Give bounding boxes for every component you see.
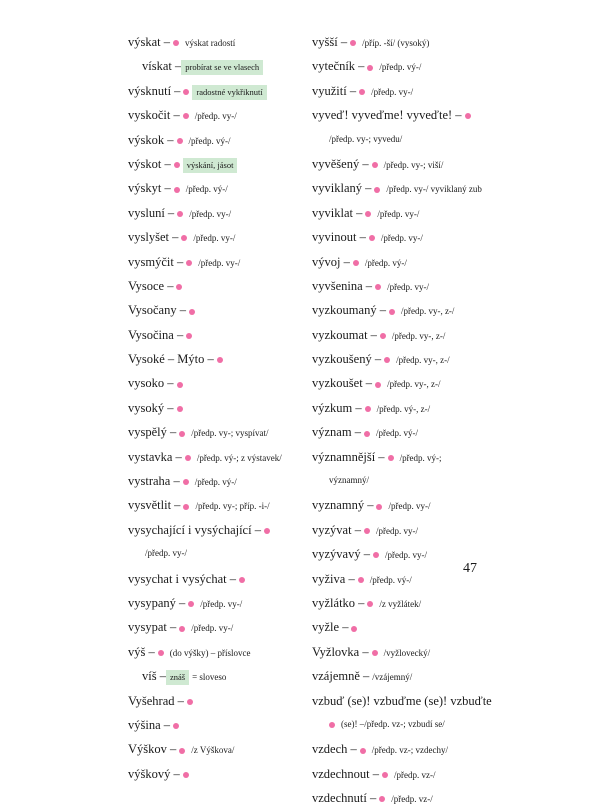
entry-note: /příp. -ší/ (vysoký) [362, 38, 430, 48]
entry-note: /předp. vy-; viší/ [383, 159, 444, 170]
pink-dot-marker [364, 431, 370, 437]
dictionary-entry [128, 30, 308, 54]
pink-dot-marker [239, 577, 245, 583]
entry-word: výskat – [128, 35, 171, 49]
pink-dot-marker [188, 601, 194, 607]
dictionary-entry [128, 762, 308, 786]
entry-note: /předp. vy-/ [193, 233, 236, 244]
entry-word: vyzývavý – [312, 547, 370, 562]
pink-dot-marker [364, 528, 370, 534]
dictionary-entry [128, 250, 308, 274]
pink-dot-marker [158, 650, 164, 656]
entry-word: Vysoké – Mýto – [128, 352, 214, 367]
entry-note: /předp. vy-, z-/ [396, 355, 450, 366]
meaning-highlight: výskání, jásot [183, 158, 238, 173]
pink-dot-marker [177, 382, 183, 388]
pink-dot-marker [181, 235, 187, 241]
entry-word: výšina – [128, 717, 171, 732]
entry-word: výzkum – [312, 400, 362, 415]
entry-note: = sloveso [192, 672, 227, 683]
pink-dot-marker [177, 406, 183, 412]
pink-dot-marker [186, 260, 192, 266]
dictionary-entry [312, 664, 542, 688]
pink-dot-marker [177, 211, 183, 217]
dictionary-entry [312, 225, 542, 249]
entry-word: významnější – [312, 449, 385, 464]
entry-note: /předp. vy-/ [200, 598, 243, 609]
pink-dot-marker [217, 357, 223, 363]
pink-dot-marker [179, 431, 185, 437]
entry-note: /z vyžlátek/ [379, 598, 422, 609]
pink-dot-marker [176, 284, 182, 290]
dictionary-entry [312, 152, 542, 176]
pink-dot-marker [367, 601, 373, 607]
dictionary-entry [312, 615, 542, 639]
dictionary-entry [128, 469, 308, 493]
dictionary-entry [128, 615, 308, 639]
entry-note: významný/ [329, 475, 369, 486]
dictionary-entry [128, 225, 308, 249]
entry-word: vyživa – [312, 571, 355, 586]
pink-dot-marker [465, 113, 471, 119]
entry-word: vystraha – [128, 474, 180, 489]
dictionary-entry [128, 323, 308, 347]
dictionary-entry [128, 713, 308, 737]
entry-note: /předp. vy-/ [198, 257, 241, 268]
pink-dot-marker [379, 796, 385, 802]
entry-word: vyšší – [312, 35, 348, 49]
entry-note: /předp. vy-/ [380, 233, 423, 244]
dictionary-entry [128, 640, 308, 664]
dictionary-entry [312, 591, 542, 615]
entry-note: /předp. vý-, z-/ [376, 403, 431, 414]
entry-note: /předp. vý-; z výstavek/ [196, 452, 282, 463]
dictionary-entry [312, 128, 542, 152]
pink-dot-marker [380, 333, 386, 339]
dictionary-entry [312, 713, 542, 737]
entry-note: /předp. vy-; vyvedu/ [329, 133, 403, 144]
entry-word: výskot – [128, 156, 171, 171]
entry-word: vyzkoušet – [312, 376, 373, 391]
entry-word: vzbuď (se)! vzbuďme (se)! vzbuďte [312, 693, 492, 708]
right-column [312, 30, 542, 811]
dictionary-entry [312, 689, 542, 713]
entry-note: /předp. vz-; vzdechy/ [371, 745, 448, 756]
entry-word: vysychat i vysýchat – [128, 571, 236, 586]
dictionary-entry [128, 128, 308, 152]
dictionary-entry [128, 493, 308, 517]
entry-note: /předp. vy-, z-/ [391, 330, 446, 341]
dictionary-entry [312, 371, 542, 395]
pink-dot-marker [179, 748, 185, 754]
pink-dot-marker [264, 528, 270, 534]
entry-word: vyžle – [312, 620, 349, 635]
entry-word: vyzývat – [312, 522, 361, 537]
entry-note: /předp. vy-/ vyviklaný zub [386, 184, 482, 195]
entry-note: /předp. vý-/ [194, 477, 237, 488]
dictionary-entry [312, 762, 542, 786]
dictionary-entry [312, 518, 542, 542]
dictionary-entry [128, 396, 308, 420]
dictionary-entry [128, 567, 308, 591]
entry-word: vysoko – [128, 376, 174, 391]
dictionary-entry [312, 542, 542, 566]
dictionary-entry [312, 493, 542, 517]
entry-word: vískat – [142, 59, 182, 74]
pink-dot-marker [374, 187, 380, 193]
entry-note: /předp. vý-/ [379, 62, 422, 73]
entry-word: vysypat – [128, 620, 177, 635]
entry-note: /předp. vý-/ [369, 574, 412, 585]
pink-dot-marker [369, 235, 375, 241]
pink-dot-marker [173, 40, 179, 46]
entry-word: Vyžlovka – [312, 644, 369, 659]
pink-dot-marker [358, 577, 364, 583]
dictionary-entry [128, 445, 308, 469]
entry-word: výš – [128, 644, 155, 659]
dictionary-entry [312, 323, 542, 347]
entry-note: /předp. vy-/ [191, 623, 234, 634]
dictionary-entry [312, 347, 542, 371]
entry-note: výskat radostí [185, 38, 236, 48]
entry-word: vzájemně – [312, 669, 370, 684]
pink-dot-marker [353, 260, 359, 266]
entry-word: výskyt – [128, 181, 171, 196]
pink-dot-marker [174, 162, 180, 168]
pink-dot-marker [382, 772, 388, 778]
entry-note: /předp. vý-/ [188, 135, 231, 146]
dictionary-entry [312, 103, 542, 127]
entry-word: vzdechnutí – [312, 791, 377, 806]
left-column [128, 30, 308, 786]
entry-word: význam – [312, 425, 361, 440]
entry-note: /předp. vy-/ [194, 111, 237, 122]
entry-note: /předp. vy-/ [384, 550, 427, 561]
entry-word: vysvětlit – [128, 498, 181, 513]
entry-note: (do výšky) – příslovce [169, 647, 251, 658]
entry-word: vyvinout – [312, 230, 366, 245]
dictionary-entry [312, 298, 542, 322]
pink-dot-marker [376, 504, 382, 510]
entry-note: /předp. vy-/ [189, 208, 232, 219]
dictionary-entry [312, 54, 542, 78]
dictionary-entry [128, 689, 308, 713]
pink-dot-marker [375, 284, 381, 290]
pink-dot-marker [177, 138, 183, 144]
entry-note: /předp. vy-/ [371, 86, 414, 97]
entry-note: /předp. vy-/ [388, 501, 431, 512]
pink-dot-marker [359, 89, 365, 95]
pink-dot-marker [372, 650, 378, 656]
entry-note: /předp. vy-; příp. -i-/ [195, 501, 270, 512]
dictionary-entry [312, 250, 542, 274]
entry-note: /vzájemný/ [372, 672, 413, 683]
entry-note: /předp. vz-/ [394, 769, 436, 780]
entry-word: vyspělý – [128, 425, 177, 440]
dictionary-entry [312, 640, 542, 664]
entry-word: Výškov – [128, 742, 177, 757]
dictionary-entry [128, 591, 308, 615]
entry-word: vyviklaný – [312, 181, 372, 196]
dictionary-entry [128, 54, 308, 78]
entry-note: /předp. vy-/ [375, 525, 418, 536]
entry-note: /předp. vý-/ [185, 184, 228, 195]
pink-dot-marker [173, 723, 179, 729]
entry-word: vyžlátko – [312, 595, 365, 610]
entry-note: /předp. vz-/ [391, 794, 433, 805]
pink-dot-marker [329, 722, 335, 728]
entry-word: Vysoce – [128, 278, 174, 293]
entry-word: vysychající i vysýchající – [128, 522, 261, 537]
entry-word: vyvěšený – [312, 156, 369, 171]
dictionary-entry [128, 201, 308, 225]
pink-dot-marker [186, 333, 192, 339]
entry-word: vysoký – [128, 400, 174, 415]
entry-word: vytečník – [312, 59, 365, 74]
entry-word: výsknutí – [128, 83, 181, 98]
pink-dot-marker [183, 479, 189, 485]
pink-dot-marker [174, 187, 180, 193]
dictionary-entry [128, 664, 308, 688]
dictionary-entry [128, 542, 308, 566]
meaning-highlight: radostné vykřiknutí [192, 85, 266, 100]
dictionary-entry [312, 786, 542, 810]
pink-dot-marker [183, 113, 189, 119]
entry-note: /vyžlovecký/ [383, 647, 431, 658]
dictionary-entry [128, 420, 308, 444]
entry-word: vyviklat – [312, 205, 363, 220]
pink-dot-marker [365, 211, 371, 217]
entry-word: vysypaný – [128, 595, 186, 610]
pink-dot-marker [351, 626, 357, 632]
entry-word: využití – [312, 83, 357, 98]
dictionary-entry [128, 274, 308, 298]
dictionary-entry [312, 445, 542, 469]
pink-dot-marker [372, 162, 378, 168]
pink-dot-marker [183, 772, 189, 778]
entry-word: vyzkoušený – [312, 352, 382, 367]
pink-dot-marker [360, 748, 366, 754]
pink-dot-marker [375, 382, 381, 388]
entry-note: /předp. vy-, z-/ [400, 306, 455, 317]
entry-word: vysluní – [128, 205, 175, 220]
entry-note: /předp. vý-/ [375, 428, 418, 439]
entry-note: /předp. vý-/ [364, 257, 407, 268]
entry-word: výškový – [128, 766, 180, 781]
dictionary-entry [128, 518, 308, 542]
pink-dot-marker [384, 357, 390, 363]
meaning-highlight: probírat se ve vlasech [181, 60, 263, 75]
pink-dot-marker [179, 626, 185, 632]
dictionary-entry [128, 298, 308, 322]
entry-word: Vysočina – [128, 327, 184, 342]
entry-note: /předp. vý-; [399, 452, 442, 463]
entry-note: /předp. vy-/ [377, 208, 420, 219]
dictionary-entry [312, 469, 542, 493]
entry-word: vyzkoumat – [312, 327, 377, 342]
pink-dot-marker [187, 699, 193, 705]
meaning-highlight: znáš [166, 670, 189, 685]
dictionary-entry [128, 79, 308, 103]
entry-word: vyvšenina – [312, 278, 373, 293]
entry-word: vyskočit – [128, 108, 180, 123]
entry-word: Vysočany – [128, 303, 186, 318]
entry-word: výskok – [128, 132, 174, 147]
pink-dot-marker [389, 309, 395, 315]
entry-note: /předp. vy-/ [387, 281, 430, 292]
dictionary-entry [128, 347, 308, 371]
entry-word: Vyšehrad – [128, 693, 184, 708]
pink-dot-marker [373, 552, 379, 558]
entry-word: vzdech – [312, 742, 357, 757]
entry-note: /z Výškova/ [191, 745, 235, 756]
dictionary-entry [128, 176, 308, 200]
entry-note: /předp. vy-; vyspívat/ [191, 428, 269, 439]
dictionary-entry [312, 567, 542, 591]
pink-dot-marker [367, 65, 373, 71]
entry-word: vystavka – [128, 449, 182, 464]
dictionary-entry [128, 103, 308, 127]
dictionary-entry [128, 737, 308, 761]
pink-dot-marker [189, 309, 195, 315]
dictionary-entry [312, 30, 542, 54]
page-number: 47 [463, 561, 477, 576]
entry-word: víš – [142, 669, 166, 684]
dictionary-entry [128, 152, 308, 176]
entry-word: vzdechnout – [312, 766, 379, 781]
pink-dot-marker [183, 89, 189, 95]
dictionary-entry [312, 176, 542, 200]
dictionary-entry [128, 371, 308, 395]
entry-word: vyzkoumaný – [312, 303, 386, 318]
dictionary-entry [312, 737, 542, 761]
entry-word: vyznamný – [312, 498, 374, 513]
entry-note: /předp. vz-; vzbudí se/ [364, 718, 445, 729]
entry-word: vyslyšet – [128, 230, 179, 245]
pink-dot-marker [185, 455, 191, 461]
pink-dot-marker [365, 406, 371, 412]
pink-dot-marker [350, 40, 356, 46]
dictionary-entry [312, 396, 542, 420]
dictionary-entry [312, 420, 542, 444]
entry-note: /předp. vy-/ [145, 548, 187, 559]
entry-note: (se)! – [341, 718, 365, 729]
entry-note: /předp. vy-, z-/ [387, 379, 441, 390]
entry-word: vysmýčit – [128, 254, 184, 269]
dictionary-entry [312, 274, 542, 298]
entry-word: vyveď! vyveďme! vyveďte! – [312, 108, 462, 123]
entry-word: vývoj – [312, 254, 350, 269]
dictionary-entry [312, 79, 542, 103]
dictionary-entry [312, 201, 542, 225]
pink-dot-marker [388, 455, 394, 461]
pink-dot-marker [183, 504, 189, 510]
